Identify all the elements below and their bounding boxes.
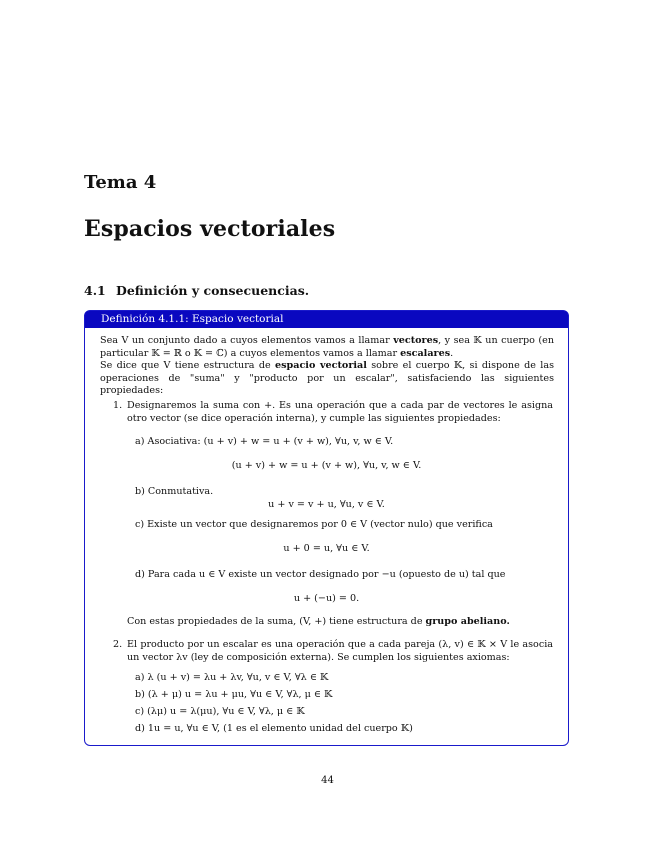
item-1d-equation: u + (−u) = 0. — [293, 593, 360, 604]
item-2a: a) λ (u + v) = λu + λv, ∀u, v ∈ V, ∀λ ∈ 𝕂 — [135, 672, 329, 683]
chapter-label: Tema 4 — [84, 172, 157, 193]
item-1a-equation: (u + v) + w = u + (v + w), ∀u, v, w ∈ V. — [231, 460, 422, 471]
item-2-label: 2. — [113, 639, 123, 650]
chapter-title: Espacios vectoriales — [84, 216, 336, 242]
definition-intro-1: Sea V un conjunto dado a cuyos elementos vamos a llamar vectores, y sea 𝕂 un cuerpo (en particular 𝕂 = ℝ o 𝕂 = ℂ) a cuyos elementos vamos a llamar escalares. — [100, 335, 554, 359]
item-2-text: El producto por un escalar es una operación que a cada pareja (λ, v) ∈ 𝕂 × V le asocia un vector λv (ley de composición externa). Se cumplen los siguientes axiomas: — [127, 639, 553, 663]
item-1b-equation: u + v = v + u, ∀u, v ∈ V. — [268, 499, 385, 510]
definition-intro-2: Se dice que V tiene estructura de espacio vectorial sobre el cuerpo 𝕂, si dispone de las operaciones de "suma" y "producto por un escalar", satisfaciendo las siguientes propiedades: — [100, 360, 554, 397]
section-title: Definición y consecuencias. — [116, 283, 310, 298]
definition-box — [84, 310, 569, 746]
item-1c-equation: u + 0 = u, ∀u ∈ V. — [283, 543, 370, 554]
item-1-label: 1. — [113, 400, 123, 411]
item-1c: c) Existe un vector que designaremos por 0 ∈ V (vector nulo) que verifica — [135, 519, 493, 530]
item-1b: b) Conmutativa. — [135, 486, 214, 497]
item-1-text: Designaremos la suma con +. Es una operación que a cada par de vectores le asigna otro vector (se dice operación interna), y cumple las siguientes propiedades: — [127, 400, 553, 424]
item-1-closing: Con estas propiedades de la suma, (V, +) tiene estructura de grupo abeliano. — [127, 616, 510, 627]
item-1d: d) Para cada u ∈ V existe un vector designado por −u (opuesto de u) tal que — [135, 569, 506, 580]
item-2b: b) (λ + μ) u = λu + μu, ∀u ∈ V, ∀λ, μ ∈ 𝕂 — [135, 689, 333, 700]
section-heading — [84, 283, 309, 298]
item-2c: c) (λμ) u = λ(μu), ∀u ∈ V, ∀λ, μ ∈ 𝕂 — [135, 706, 305, 717]
item-2d: d) 1u = u, ∀u ∈ V, (1 es el elemento unidad del cuerpo 𝕂) — [135, 723, 413, 734]
definition-body — [100, 335, 554, 398]
definition-header: Definición 4.1.1: Espacio vectorial — [85, 311, 568, 328]
page-number: 44 — [321, 775, 334, 786]
item-1a: a) Asociativa: (u + v) + w = u + (v + w), ∀u, v, w ∈ V. — [135, 436, 394, 447]
section-number: 4.1 — [84, 283, 106, 298]
